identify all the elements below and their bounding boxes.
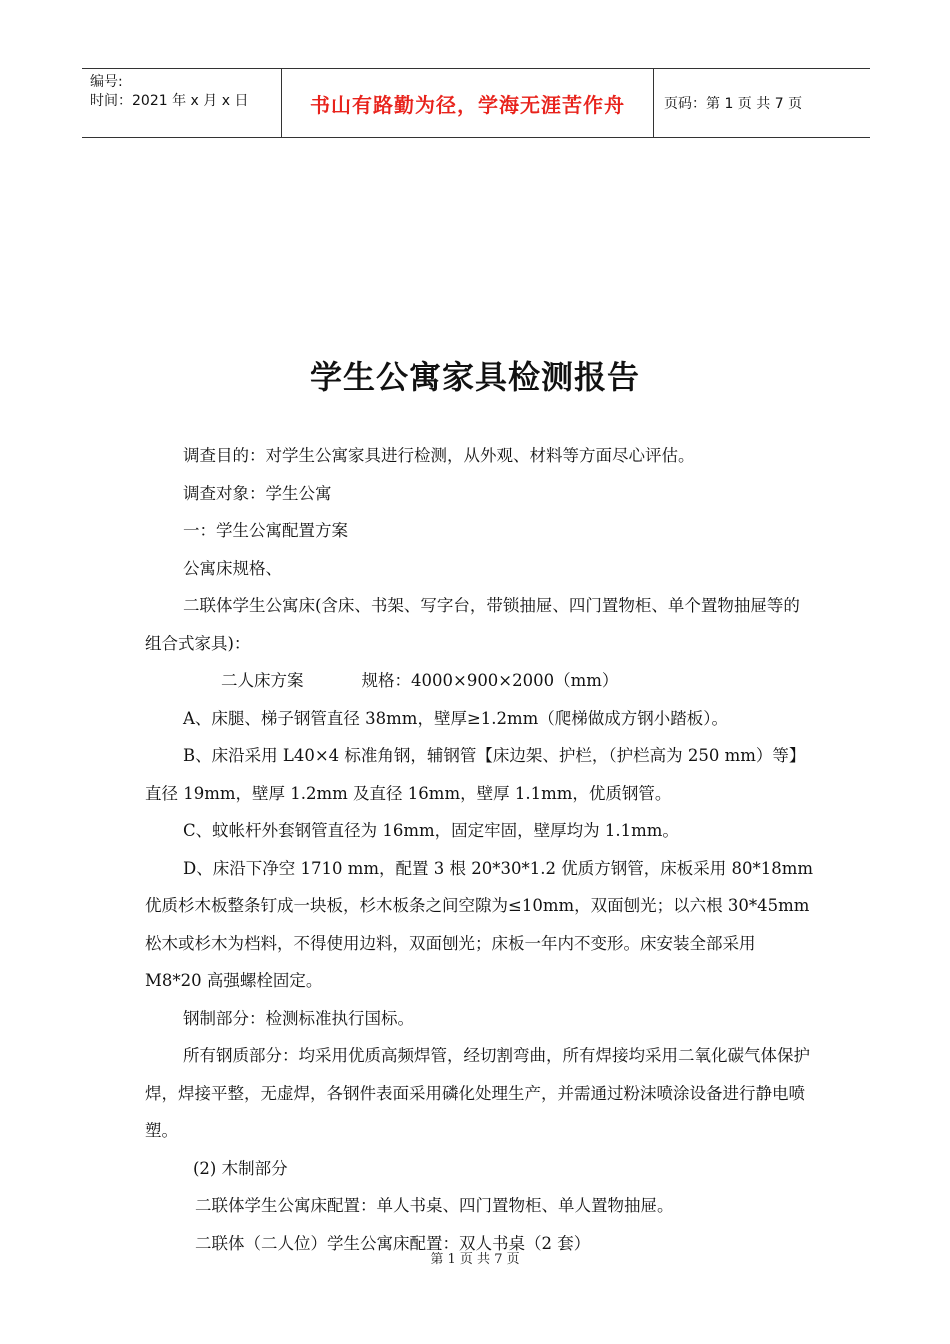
paragraph-bed-spec: 公寓床规格、 — [183, 558, 282, 578]
header-motto: 书山有路勤为径，学海无涯苦作舟 — [282, 69, 654, 137]
page-footer: 第 1 页 共 7 页 — [430, 1252, 520, 1267]
document-title: 学生公寓家具检测报告 — [309, 358, 640, 396]
page-header — [82, 68, 870, 138]
header-page-code: 页码：第 1 页 共 7 页 — [664, 96, 803, 112]
paragraph-item-b: B、床沿采用 L40×4 标准角钢，辅钢管【床边架、护栏，（护栏高为 250 mm）等】直径 19mm，壁厚 1.2mm 及直径 16mm，壁厚 1.1mm，优质钢管。 — [145, 746, 806, 803]
plan-size: 规格：4000×900×2000（mm） — [361, 671, 619, 690]
paragraph-bed-composition: 二联体学生公寓床(含床、书架、写字台，带锁抽屉、四门置物柜、单个置物抽屉等的组合式家具)： — [145, 596, 800, 653]
paragraph-item-c: C、蚊帐杆外套钢管直径为 16mm，固定牢固，壁厚均为 1.1mm。 — [183, 821, 679, 840]
paragraph-config-double: 二联体（二人位）学生公寓床配置：双人书桌（2 套） — [195, 1233, 591, 1253]
section-heading-1: 一：学生公寓配置方案 — [183, 521, 348, 540]
paragraph-config-single: 二联体学生公寓床配置：单人书桌、四门置物柜、单人置物抽屉。 — [195, 1196, 674, 1215]
header-meta — [82, 69, 282, 137]
number-label: 编号: — [90, 74, 123, 90]
date-label: 时间：2021 年 x 月 x 日 — [90, 93, 249, 109]
paragraph-steel-standard: 钢制部分：检测标准执行国标。 — [183, 1008, 414, 1028]
paragraph-subject: 调查对象：学生公寓 — [183, 483, 332, 503]
section-heading-wood: (2) 木制部分 — [193, 1158, 288, 1178]
paragraph-item-a: A、床腿、梯子钢管直径 38mm，壁厚≥1.2mm（爬梯做成方钢小踏板）。 — [183, 708, 729, 728]
document-body — [145, 437, 815, 1262]
paragraph-two-person-plan — [145, 662, 815, 700]
paragraph-steel-parts: 所有钢质部分：均采用优质高频焊管，经切割弯曲，所有焊接均采用二氧化碳气体保护焊，焊接平整，无虚焊，各钢件表面采用磷化处理生产，并需通过粉沫喷涂设备进行静电喷塑。 — [145, 1046, 810, 1140]
plan-label: 二人床方案 — [221, 671, 304, 690]
paragraph-purpose: 调查目的：对学生公寓家具进行检测，从外观、材料等方面尽心评估。 — [183, 446, 695, 465]
paragraph-item-d: D、床沿下净空 1710 mm，配置 3 根 20*30*1.2 优质方钢管，床板采用 80*18mm 优质杉木板整条钉成一块板，杉木板条之间空隙为≤10mm，双面刨光；以六根 30*45mm 松木或杉木为档料，不得使用边料，双面刨光；床板一年内不变形。床安装全部采用 M8*20 高强螺栓固定。 — [145, 858, 813, 990]
